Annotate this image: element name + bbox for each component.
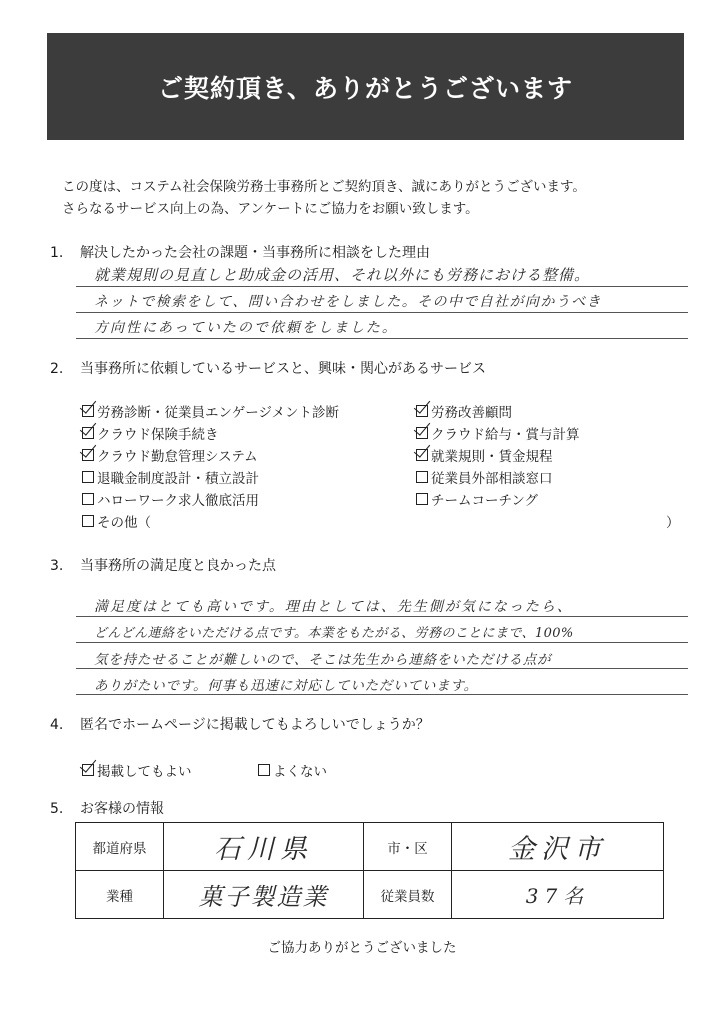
checkbox-checked[interactable] xyxy=(82,405,94,417)
answer-line xyxy=(76,668,688,669)
answer-line xyxy=(76,338,688,339)
checkbox-checked[interactable] xyxy=(82,449,94,461)
checkbox[interactable] xyxy=(416,471,428,483)
checkbox-checked[interactable] xyxy=(82,764,94,776)
checkbox-checked[interactable] xyxy=(416,427,428,439)
customer-info-table xyxy=(75,822,664,919)
industry-label: 業種 xyxy=(76,871,164,919)
checkbox[interactable] xyxy=(82,471,94,483)
answer-line xyxy=(76,312,688,313)
q1-heading xyxy=(50,242,430,262)
other-close-paren: ） xyxy=(666,515,680,531)
prefecture-value: 石川県 xyxy=(164,823,364,871)
service-taishokukin[interactable]: 退職金制度設計・積立設計 xyxy=(82,467,259,487)
q5-heading xyxy=(50,798,164,818)
q4-heading xyxy=(50,714,430,734)
service-cloud-kintai[interactable]: クラウド勤怠管理システム xyxy=(82,445,258,465)
q2-title: 当事務所に依頼しているサービスと、興味・関心があるサービス xyxy=(80,361,486,377)
q5-number: 5. xyxy=(50,801,64,817)
q4-title: 匿名でホームページに掲載してもよろしいでしょうか？ xyxy=(80,717,430,733)
q1-title: 解決したかった会社の課題・当事務所に相談をした理由 xyxy=(80,245,430,261)
service-team-coaching[interactable]: チームコーチング xyxy=(416,489,538,509)
intro-text xyxy=(62,176,586,220)
q1-answer-line-1: 就業規則の見直しと助成金の活用、それ以外にも労務における整備。 xyxy=(94,266,591,284)
answer-line xyxy=(76,694,688,695)
option-publish-ng[interactable]: よくない xyxy=(258,760,327,780)
q2-heading xyxy=(50,358,486,378)
answer-line xyxy=(76,286,688,287)
thanks-text: ご協力ありがとうございました xyxy=(267,940,457,956)
q3-answer-line-2: どんどん連絡をいただける点です。本業をもたがる、労務のことにまで、100% xyxy=(94,626,574,641)
checkbox[interactable] xyxy=(82,515,94,527)
q5-title: お客様の情報 xyxy=(80,801,164,817)
service-hellowork[interactable]: ハローワーク求人徹底活用 xyxy=(82,489,259,509)
checkbox[interactable] xyxy=(82,493,94,505)
intro-line-1: この度は、コステム社会保険労務士事務所とご契約頂き、誠にありがとうございます。 xyxy=(62,179,586,195)
answer-line xyxy=(76,616,688,617)
q3-answer-line-3: 気を持たせることが難しいので、そこは先生から連絡をいただける点が xyxy=(94,652,552,668)
employees-label: 従業員数 xyxy=(364,871,452,919)
service-cloud-kyuyo[interactable]: クラウド給与・賞与計算 xyxy=(416,423,580,443)
employees-value: 37名 xyxy=(452,871,664,919)
q1-answer-line-3: 方向性にあっていたので依頼をしました。 xyxy=(94,320,398,336)
q1-number: 1. xyxy=(50,245,64,261)
service-cloud-hoken[interactable]: クラウド保険手続き xyxy=(82,423,219,443)
q4-number: 4. xyxy=(50,717,64,733)
checkbox-checked[interactable] xyxy=(416,405,428,417)
intro-line-2: さらなるサービス向上の為、アンケートにご協力をお願い致します。 xyxy=(62,201,479,217)
q3-answer-line-1: 満足度はとても高いです。理由としては、先生側が気になったら、 xyxy=(94,599,573,615)
page-title: ご契約頂き、ありがとうございます xyxy=(157,73,573,103)
q3-answer-area xyxy=(76,592,688,702)
q1-answer-area xyxy=(76,262,688,342)
city-value: 金沢市 xyxy=(452,823,664,871)
header-banner xyxy=(47,33,684,140)
service-shugyo-kisoku[interactable]: 就業規則・賃金規程 xyxy=(416,445,553,465)
city-label: 市・区 xyxy=(364,823,452,871)
prefecture-label: 都道府県 xyxy=(76,823,164,871)
service-roumu-kaizen[interactable]: 労務改善顧問 xyxy=(416,401,512,421)
option-publish-ok[interactable]: 掲載してもよい xyxy=(82,760,192,780)
service-other[interactable]: その他（ xyxy=(82,511,151,531)
q3-number: 3. xyxy=(50,558,64,574)
q3-title: 当事務所の満足度と良かった点 xyxy=(80,558,276,574)
q1-answer-line-2: ネットで検索をして、問い合わせをしました。その中で自社が向かうべき xyxy=(94,294,602,310)
checkbox-checked[interactable] xyxy=(416,449,428,461)
service-roumu-shindan[interactable]: 労務診断・従業員エンゲージメント診断 xyxy=(82,401,339,421)
industry-value: 菓子製造業 xyxy=(164,871,364,919)
service-soudan-madoguchi[interactable]: 従業員外部相談窓口 xyxy=(416,467,553,487)
q3-heading xyxy=(50,555,276,575)
checkbox[interactable] xyxy=(258,764,270,776)
q2-number: 2. xyxy=(50,361,64,377)
checkbox-checked[interactable] xyxy=(82,427,94,439)
q3-answer-line-4: ありがたいです。何事も迅速に対応していただいています。 xyxy=(94,678,478,694)
checkbox[interactable] xyxy=(416,493,428,505)
answer-line xyxy=(76,642,688,643)
